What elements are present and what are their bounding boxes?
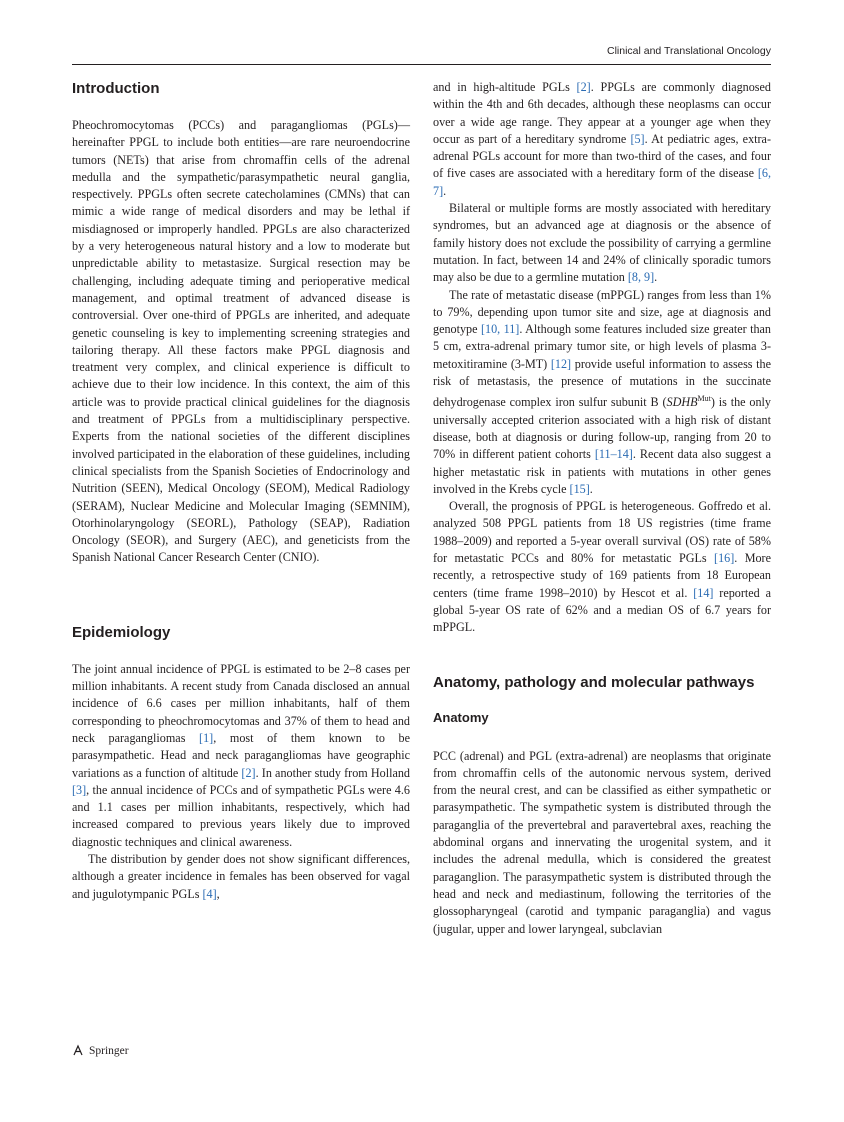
citation-link[interactable]: [15] xyxy=(569,481,590,496)
citation-link[interactable]: [8, 9] xyxy=(627,270,655,285)
epidemiology-paragraph-1: The joint annual incidence of PPGL is estimated to be 2–8 cases per million inhabitants. A recent study from Canada disclosed an annual incidence of 6.6 cases per million inhabitants, half of them corresponding to pheochromocytomas and 37% of them to head and neck paragangliomas [1], most of them known to be parasympathetic. Head and neck paragangliomas have geographic variations as a function of altitude [2]. In another study from Holland [3], the annual incidence of PCCs and of sympathetic PGLs were 4.6 and 1.1 cases per million inhabitants, respectively, which had increased compared to previous years likely due to improved diagnostic techniques and clinical awareness. xyxy=(72,661,411,849)
citation-link[interactable]: [2] xyxy=(241,765,256,780)
citation-link[interactable]: [5] xyxy=(630,131,645,146)
anatomy-section-heading: Anatomy, pathology and molecular pathways xyxy=(433,673,755,691)
citation-link[interactable]: [6, 7] xyxy=(433,166,771,198)
springer-logo-icon xyxy=(72,1044,85,1057)
citation-link[interactable]: [16] xyxy=(714,551,735,566)
page-footer xyxy=(72,1044,129,1057)
citation-link[interactable]: [4] xyxy=(202,886,217,901)
citation-link[interactable]: [2] xyxy=(576,80,591,94)
epidemiology-paragraph-2: The distribution by gender does not show significant differences, although a greater incidence in females has been observed for vagal and jugulotympanic PGLs [4], xyxy=(72,851,410,901)
epidemiology-heading: Epidemiology xyxy=(72,623,171,641)
citation-link[interactable]: [1] xyxy=(199,730,214,745)
citation-link[interactable]: [14] xyxy=(693,585,714,600)
anatomy-paragraph: PCC (adrenal) and PGL (extra-adrenal) are neoplasms that originate from chromaffin cells of the autonomic nervous system, derived from the neural crest, and can be classified as either sympathetic or parasympathetic. The sympathetic system is distributed through the paraganglia of the prevertebral and paravertebral axes, reaching the abdominal organs and innervating the urogenital system, and it includes the adrenal medulla, which is considered the greatest paraganglion. The parasympathetic system is distributed through the head and neck and mediastinum, following the territories of the glossopharyngeal (carotid and tympanic paraganglia) and vagus (jugular, upper and lower laryngeal, subclavian xyxy=(433,748,771,936)
epidemiology-paragraph-3: Bilateral or multiple forms are mostly associated with hereditary syndromes, but an advanced age at diagnosis or the absence of family history does not exclude the possibility of carrying a germline mutation. In fact, between 14 and 24% of clinically sporadic tumors may also be due to a germline mutation [8, 9]. xyxy=(433,201,771,285)
introduction-heading: Introduction xyxy=(72,80,160,97)
anatomy-subheading: Anatomy xyxy=(433,709,489,725)
citation-link[interactable]: [11–14] xyxy=(594,447,633,462)
epidemiology-paragraph-4: The rate of metastatic disease (mPPGL) ranges from less than 1% to 79%, depending upon tumor site and size, age at diagnosis and genotype [10, 11]. Although some features included size greater than 5 cm, extra-adrenal primary tumor site, or high levels of plasma 3-metoxitiramine (3-MT) [12] provide useful information to assess the risk of metastasis, the presence of mutations in the succinate dehydrogenase complex iron sulfur subunit B $(SDHB^{Mut})$ is the only universally accepted criterion associated with a high risk of distant disease, both at diagnosis or during follow-up, ranging from 20 to 70% in different patient cohorts [11–14]. Recent data also suggest a higher metastatic risk in patients with mutations in other genes involved in the Krebs cycle [15]. xyxy=(433,287,771,496)
left-column xyxy=(72,79,410,903)
header-rule xyxy=(72,64,771,65)
introduction-paragraph: Pheochromocytomas (PCCs) and paragangliomas (PGLs)—hereinafter PPGL to include both entities—are rare neuroendocrine tumors (NETs) that arise from chromaffin cells of the adrenal medulla and the sympathetic/parasympathetic neural ganglia, respectively. PPGLs often secrete catecholamines (CMNs) that can mimic a wide range of medical disorders and may be lethal if misdiagnosed or improperly handled. PPGLs are also characterized by a very heterogeneous natural history and a low to moderate but unpredictable ability to metastasize. Surgical resection may be challenging, including adequate timing and perioperative medical management, and optimal treatment of advanced disease is controversial. Over one-third of PPGLs are inherited, and adequate genetic counseling is key to implementing screening strategies and tailoring therapy. All these factors make PPGL diagnosis and treatment very complex, and clinical experience is difficult to achieve due to their low incidence. In this context, the aim of this article was to provide practical clinical guidelines for the diagnosis and treatment of PPGLs from a multidisciplinary perspective. Experts from the national societies of the different disciplines involved participated in the elaboration of these guidelines, including clinical specialists from the Spanish Societies of Endocrinology and Nutrition (SEEN), Medical Oncology (SEOM), Medical Radiology (SERAM), Nuclear Medicine and Molecular Imaging (SEMNIM), Otorhinolaryngology (SEORL), Pathology (SEAP), Radiation Oncology (SEOR), and Surgery (AEC), and geneticists from the Spanish National Cancer Research Center (CNIO). xyxy=(72,118,410,565)
epidemiology-paragraph-2-continued: and in high-altitude PGLs [2]. PPGLs are commonly diagnosed within the 4th and 6th decades, although these neoplasms can occur over a wide age range. They appear at a younger age when they occur as part of a hereditary syndrome [5]. At pediatric ages, extra-adrenal PGLs account for more than two-third of the cases, and four of five cases are associated with a hereditary form of the disease [6, 7]. xyxy=(433,80,771,198)
citation-link[interactable]: [12] xyxy=(550,356,572,371)
citation-link[interactable]: [3] xyxy=(72,782,87,797)
citation-link[interactable]: [10, 11] xyxy=(480,322,520,337)
publisher-name: Springer xyxy=(89,1044,129,1057)
right-column xyxy=(433,79,771,938)
epidemiology-paragraph-5: Overall, the prognosis of PPGL is heterogeneous. Goffredo et al. analyzed 508 PPGL patients from 18 US registries (time frame 1988–2009) and reported a 5-year overall survival (OS) rate of 58% for metastatic PCCs and 80% for metastatic PGLs [16]. More recently, a retrospective study of 169 patients from 18 European centers (time frame 1998–2010) by Hescot et al. [14] reported a global 5-year OS rate of 62% and a median OS of 6.7 years for mPPGL. xyxy=(433,499,771,635)
journal-title: Clinical and Translational Oncology xyxy=(606,45,771,57)
